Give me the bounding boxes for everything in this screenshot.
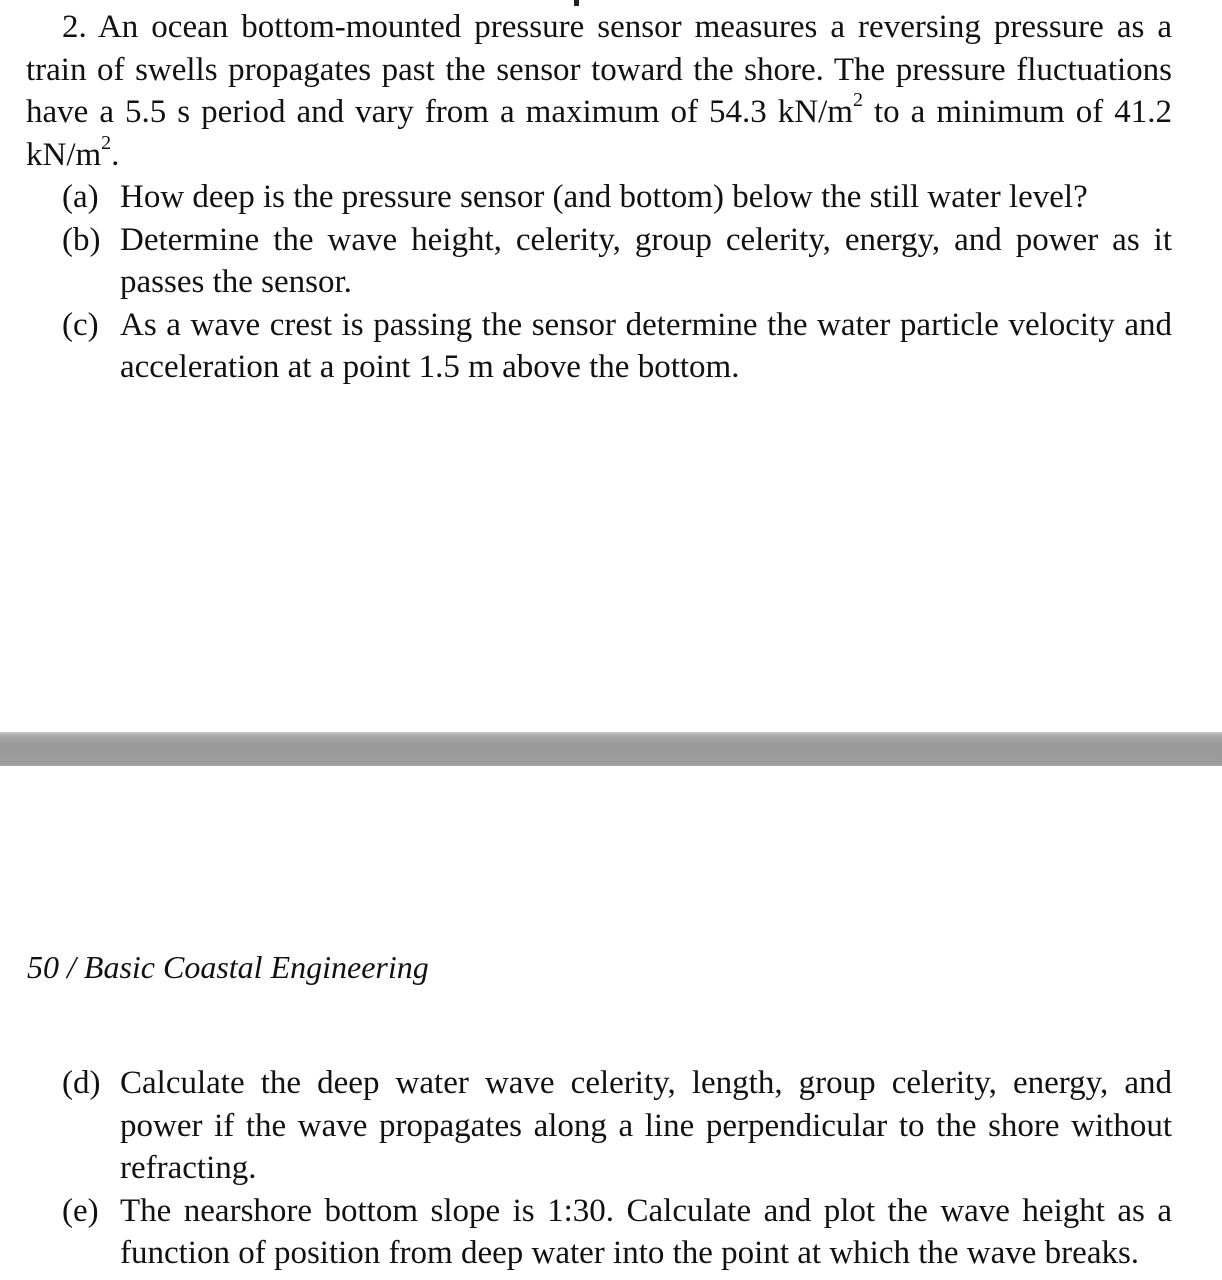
exponent-min: 2 bbox=[101, 131, 112, 154]
running-head: 50 / Basic Coastal Engineering bbox=[27, 949, 429, 985]
sub-question-a bbox=[26, 176, 1172, 219]
page-divider bbox=[0, 732, 1222, 766]
sub-question-b bbox=[26, 219, 1172, 304]
statement-text-2: to a minimum of 41.2 kN/m bbox=[26, 94, 1172, 173]
sub-question-label: (e) bbox=[62, 1192, 99, 1229]
statement-end: . bbox=[111, 136, 120, 173]
sub-question-text: How deep is the pressure sensor (and bottom) below the still water level? bbox=[120, 179, 1088, 215]
statement-text-1: An ocean bottom-mounted pressure sensor measures a reversing pressure as a train of swells propagates past the sensor toward the shore. The pressure fluctuations have a 5.5 s period and vary from a maximum of 54.3 kN/m bbox=[26, 9, 1172, 130]
problem-2 bbox=[26, 6, 1172, 389]
problem-2-continued bbox=[26, 1062, 1172, 1275]
sub-question-text: The nearshore bottom slope is 1:30. Calculate and plot the wave height as a function of position from deep water into the point at which the wave breaks. bbox=[120, 1192, 1172, 1271]
sub-question-e bbox=[26, 1190, 1172, 1275]
sub-question-label: (b) bbox=[62, 221, 101, 258]
page-lower bbox=[0, 766, 1222, 1280]
sub-question-label: (d) bbox=[62, 1065, 101, 1101]
sub-question-text: Determine the wave height, celerity, group celerity, energy, and power as it passes the sensor. bbox=[120, 221, 1172, 300]
sub-question-label: (a) bbox=[62, 179, 99, 215]
sub-question-text: Calculate the deep water wave celerity, length, group celerity, energy, and power if the wave propagates along a line perpendicular to the shore without refracting. bbox=[120, 1065, 1172, 1186]
exponent-max: 2 bbox=[852, 89, 863, 111]
sub-question-d bbox=[26, 1062, 1172, 1190]
sub-question-label: (c) bbox=[62, 306, 99, 343]
problem-statement bbox=[26, 6, 1172, 176]
problem-number: 2. bbox=[62, 9, 87, 45]
sub-question-text: As a wave crest is passing the sensor determine the water particle velocity and acceleration at a point 1.5 m above the bottom. bbox=[120, 306, 1172, 385]
sub-question-c bbox=[26, 304, 1172, 389]
